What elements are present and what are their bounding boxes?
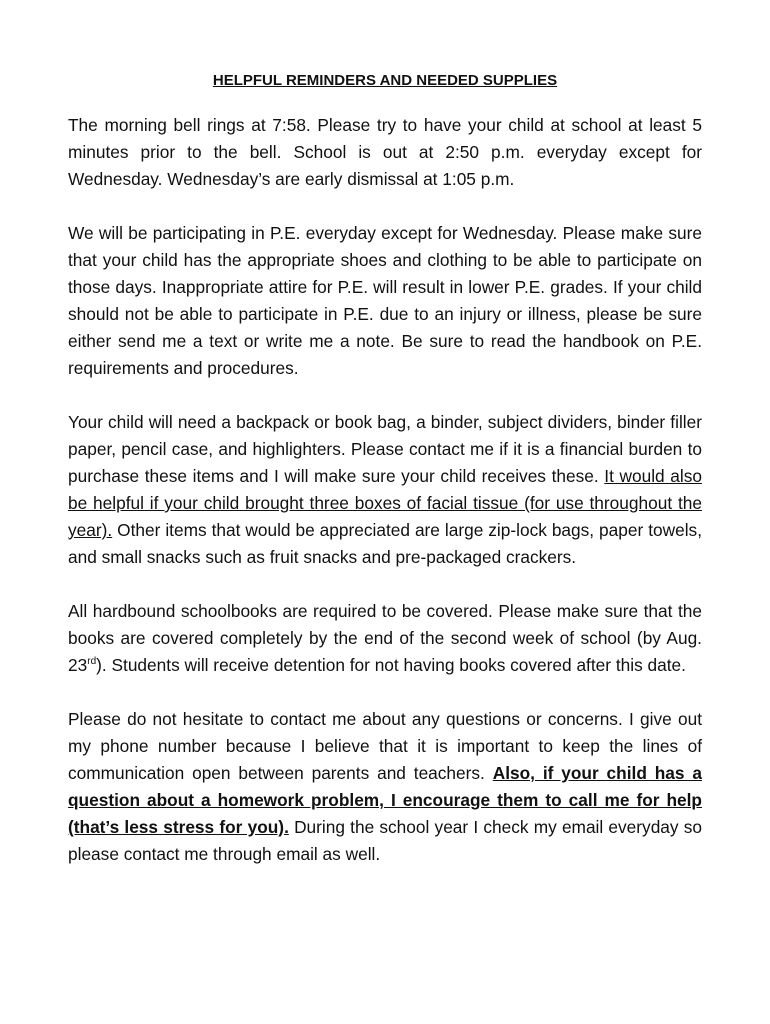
contact-lead-text: Please do not hesitate to contact me about any questions or concerns. I give out my phone number because I believe that it is important to keep the lines of communication open between parents and teachers. xyxy=(68,709,702,783)
pe-text: We will be participating in P.E. everyday except for Wednesday. Please make sure that your child has the appropriate shoes and clothing to be able to participate on those days. Inappropriate attire for P.E. will result in lower P.E. grades. If your child should not be able to participate in P.E. due to an injury or illness, please be sure either send me a text or write me a note. Be sure to read the handbook on P.E. requirements and procedures. xyxy=(68,223,702,378)
paragraph-bell-schedule xyxy=(68,112,702,193)
paragraph-supplies xyxy=(68,409,702,571)
tissue-request-underlined: It would also be helpful if your child brought three boxes of facial tissue (for use throughout the year). xyxy=(68,466,702,540)
paragraph-books xyxy=(68,598,702,679)
bell-schedule-text: The morning bell rings at 7:58. Please try to have your child at school at least 5 minutes prior to the bell. School is out at 2:50 p.m. everyday except for Wednesday. Wednesday’s are early dismissal at 1:05 p.m. xyxy=(68,115,702,189)
document-title: HELPFUL REMINDERS AND NEEDED SUPPLIES xyxy=(212,72,558,89)
books-tail-text: ). Students will receive detention for not having books covered after this date. xyxy=(96,655,686,675)
books-lead-text: All hardbound schoolbooks are required to be covered. Please make sure that the books are covered completely by the end of the second week of school (by Aug. 23 xyxy=(68,601,702,675)
supplies-tail-text: Other items that would be appreciated are large zip-lock bags, paper towels, and small snacks such as fruit snacks and pre-packaged crackers. xyxy=(68,520,702,567)
paragraph-contact xyxy=(68,706,702,868)
paragraph-pe xyxy=(68,220,702,382)
date-ordinal-suffix: rd xyxy=(87,656,97,668)
document-page xyxy=(68,70,702,895)
contact-tail-text: During the school year I check my email everyday so please contact me through email as well. xyxy=(68,817,703,864)
supplies-lead-text: Your child will need a backpack or book bag, a binder, subject dividers, binder filler paper, pencil case, and highlighters. Please contact me if it is a financial burden to purchase these items and I will make sure your child receives these. xyxy=(68,412,702,486)
homework-help-bold-underlined: Also, if your child has a question about a homework problem, I encourage them to call me for help (that’s less stress for you). xyxy=(68,763,702,837)
